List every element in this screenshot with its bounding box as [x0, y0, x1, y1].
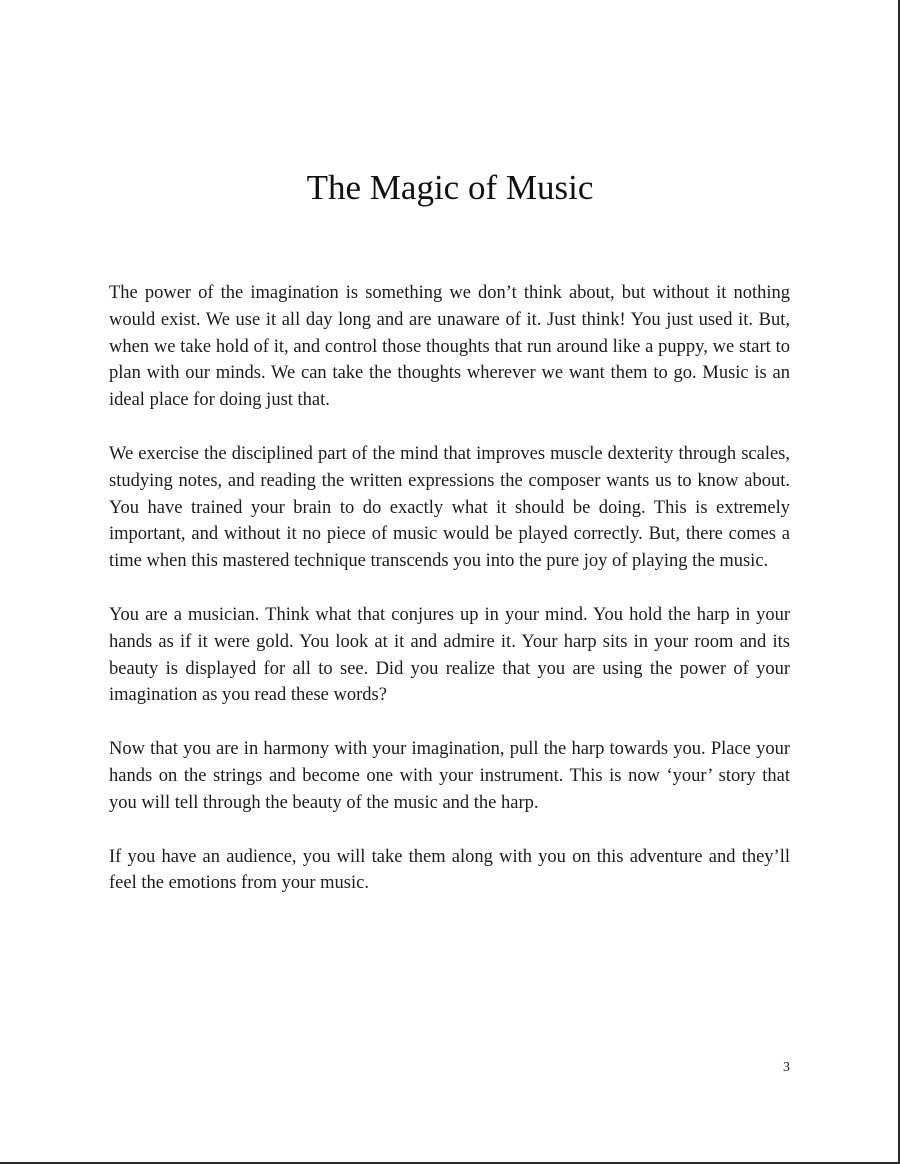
paragraph-4: Now that you are in harmony with your imagination, pull the harp towards you. Place your hands on the strings and become one with your instrument. This is now ‘your’ story that you will tell through the beauty of the music and the harp. — [109, 739, 790, 813]
paragraph-5: If you have an audience, you will take them along with you on this adventure and they’ll feel the emotions from your music. — [109, 846, 790, 894]
paragraph-3: You are a musician. Think what that conjures up in your mind. You hold the harp in your hands as if it were gold. You look at it and admire it. Your harp sits in your room and its beauty is displayed for all to see. Did you realize that you are using the power of your imagination as you read these words? — [109, 604, 790, 706]
page-title: The Magic of Music — [306, 168, 594, 207]
body-text — [109, 280, 790, 924]
paragraph-1: The power of the imagination is something we don’t think about, but without it nothing would exist. We use it all day long and are unaware of it. Just think! You just used it. But, when we take hold of it, and control those thoughts that run around like a puppy, we start to plan with our minds. We can take the thoughts wherever we want them to go. Music is an ideal place for doing just that. — [109, 283, 790, 411]
page-number: 3 — [783, 1060, 790, 1075]
paragraph-2: We exercise the disciplined part of the mind that improves muscle dexterity through scales, studying notes, and reading the written expressions the composer wants us to know about. You have trained your brain to do exactly what it should be doing. This is extremely important, and without it no piece of music would be played correctly. But, there comes a time when this mastered technique transcends you into the pure joy of playing the music. — [109, 443, 790, 572]
